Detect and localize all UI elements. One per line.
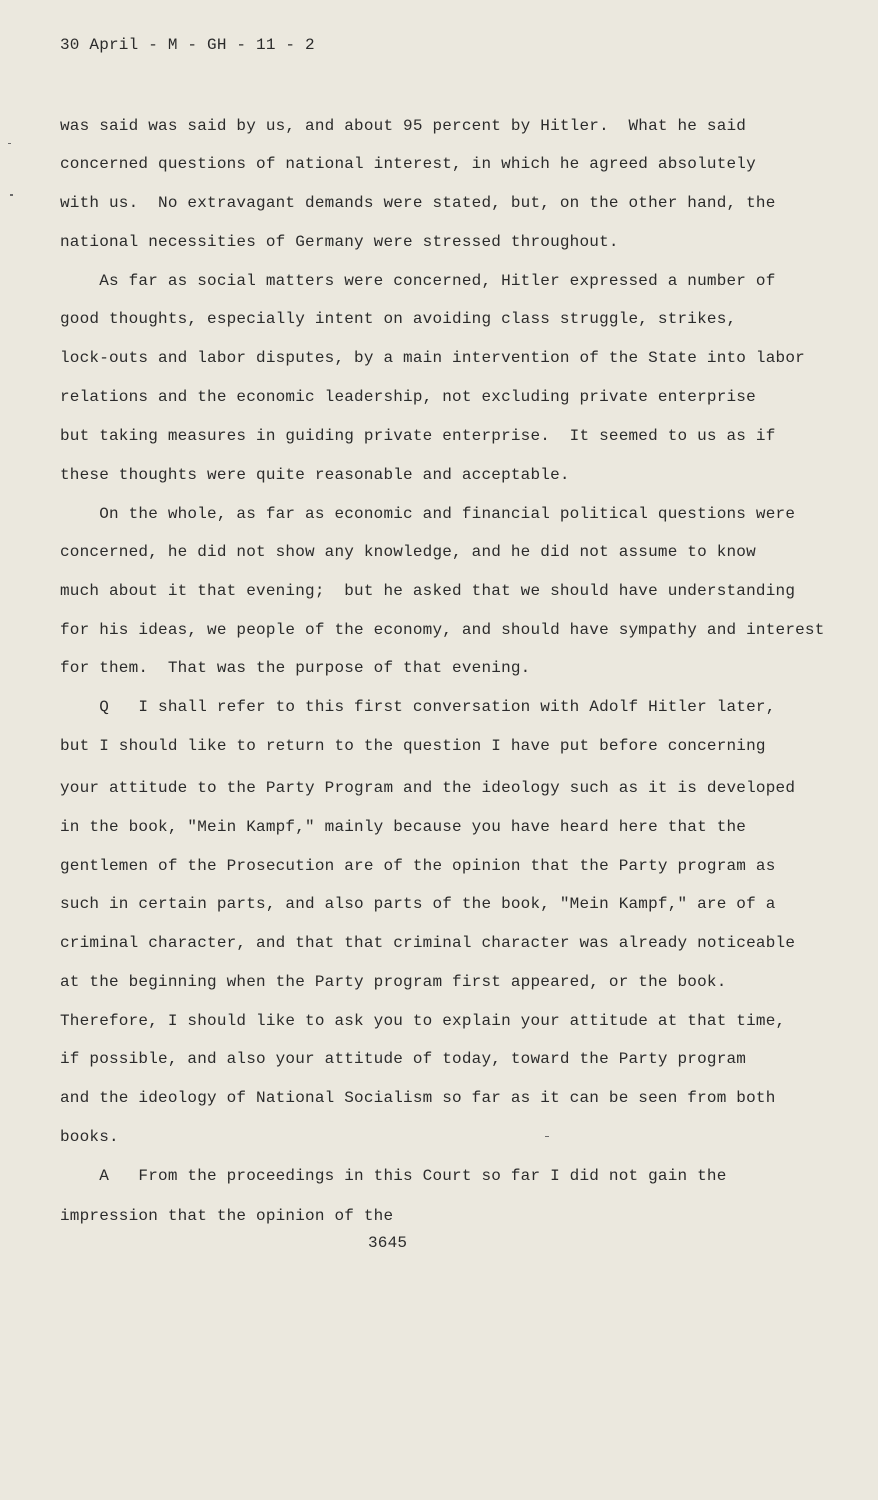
margin-mark [10,194,13,196]
text-line: lock-outs and labor disputes, by a main intervention of the State into labor [60,349,805,367]
text-line: with us. No extravagant demands were stated, but, on the other hand, the [60,194,776,212]
text-line: books. [60,1128,119,1146]
text-line: criminal character, and that that criminal character was already noticeable [60,934,796,952]
text-line: much about it that evening; but he asked that we should have understanding [60,582,796,600]
text-line: A From the proceedings in this Court so far I did not gain the [60,1167,727,1185]
text-line: national necessities of Germany were stressed throughout. [60,233,619,251]
text-line: at the beginning when the Party program first appeared, or the book. [60,973,727,991]
text-line: was said was said by us, and about 95 percent by Hitler. What he said [60,117,747,135]
margin-mark [8,143,11,144]
text-line: gentlemen of the Prosecution are of the opinion that the Party program as [60,857,776,875]
page-number: 3645 [368,1234,408,1252]
text-line: good thoughts, especially intent on avoiding class struggle, strikes, [60,310,737,328]
text-line: your attitude to the Party Program and the ideology such as it is developed [60,779,796,797]
text-line: if possible, and also your attitude of today, toward the Party program [60,1050,747,1068]
text-line: and the ideology of National Socialism so far as it can be seen from both [60,1089,776,1107]
text-line: Q I shall refer to this first conversation with Adolf Hitler later, [60,698,776,716]
text-line: concerned questions of national interest, in which he agreed absolutely [60,155,756,173]
page-header: 30 April - M - GH - 11 - 2 [60,36,315,54]
text-line: but taking measures in guiding private enterprise. It seemed to us as if [60,427,776,445]
text-line: for them. That was the purpose of that evening. [60,659,531,677]
text-line: As far as social matters were concerned, Hitler expressed a number of [60,272,776,290]
text-line: these thoughts were quite reasonable and acceptable. [60,466,570,484]
text-line: impression that the opinion of the [60,1207,394,1225]
text-line: such in certain parts, and also parts of the book, "Mein Kampf," are of a [60,895,776,913]
stray-mark [545,1136,549,1137]
text-line: concerned, he did not show any knowledge, and he did not assume to know [60,543,756,561]
text-line: Therefore, I should like to ask you to explain your attitude at that time, [60,1012,786,1030]
text-line: in the book, "Mein Kampf," mainly because you have heard here that the [60,818,747,836]
text-line: relations and the economic leadership, not excluding private enterprise [60,388,756,406]
text-line: for his ideas, we people of the economy, and should have sympathy and interest [60,621,825,639]
text-line: On the whole, as far as economic and financial political questions were [60,505,796,523]
text-line: but I should like to return to the question I have put before concerning [60,737,766,755]
